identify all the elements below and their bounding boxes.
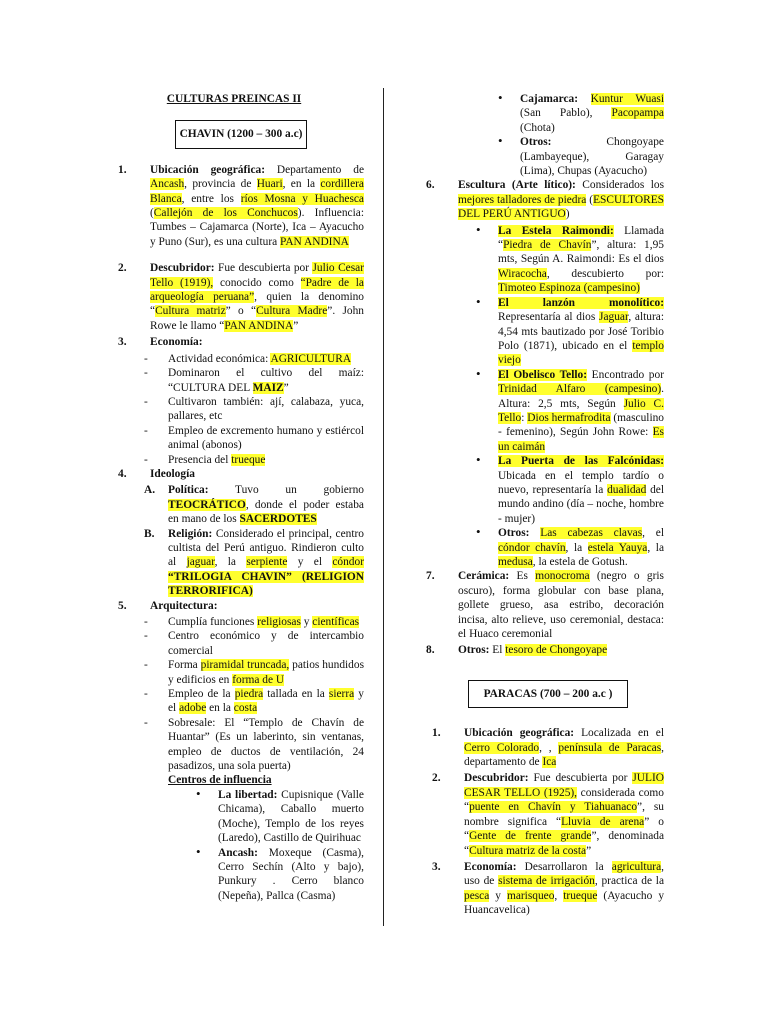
paracas-section-ubicacion: [432, 726, 664, 769]
text: (Chota): [520, 121, 555, 134]
highlight: piedra: [234, 688, 264, 701]
section-label: Escultura (Arte lítico):: [458, 179, 576, 192]
text: (: [586, 193, 594, 206]
highlight: “TRILOGIA CHAVIN” (RELIGION TERRORIFICA): [168, 570, 364, 598]
list-item: - Sobresale: El “Templo de Chavín de Huantar” (Es un laberinto, sin ventanas, empleo de ductos de ventilación, 24 pasadizos, una sola puerta): [144, 716, 364, 773]
text: ,: [554, 889, 564, 902]
text: Fue descubierta por: [214, 262, 313, 275]
text: del mundo andino (día – noche, hombre - mujer): [498, 483, 664, 525]
highlight: adobe: [179, 702, 207, 715]
chavin-heading-box: CHAVIN (1200 – 300 a.c): [175, 120, 307, 148]
text: ”. John Rowe le llamo “: [150, 305, 364, 332]
escultura-item: • El lanzón monolítico: Representaría al dios Jaguar, altura: 4,54 mts bautizado por José Toribio Polo (1871), ubicado en el templo viejo: [476, 293, 664, 367]
list-item: - Cultivaron también: ají, calabaza, yuca, pallares, etc: [144, 395, 364, 423]
highlight: trueque: [563, 889, 598, 902]
highlight: ríos Mosna y Huachesca: [240, 192, 364, 205]
bullet-label: Otros:: [520, 136, 552, 149]
highlight: PAN ANDINA: [280, 235, 349, 248]
highlight: religiosas: [257, 616, 301, 628]
list-item: - Presencia del trueque: [144, 453, 266, 466]
highlight: JULIO CESAR TELLO (1925),: [464, 772, 664, 799]
text: Empleo de la: [168, 688, 235, 701]
text: Moxeque (Casma), Cerro Sechín (Alto y bajo), Punkury . Cerro blanco (Nepeña), Pallca (Casma): [218, 846, 364, 902]
highlight: Ica: [542, 756, 557, 769]
text: Presencia del: [168, 453, 232, 466]
text: ”, su nombre significa “: [464, 801, 664, 828]
list-item: - Forma piramidal truncada, patios hundidos y edificios en forma de U: [144, 659, 365, 686]
highlight: forma de U: [232, 673, 285, 686]
text: y: [489, 889, 507, 902]
section-label: Arquitectura:: [150, 599, 218, 612]
text: , la: [647, 541, 664, 554]
text: Representaría al dios: [498, 311, 600, 324]
highlight: trueque: [231, 453, 266, 466]
text: Cupisnique (Valle Chicama), Caballo muerto (Moche), Templo de los reyes (Laredo), Castillo de Quirihuac: [218, 788, 364, 845]
highlight: piramidal truncada,: [200, 659, 290, 672]
highlight: Piedra de Chavín: [503, 239, 592, 252]
text: y: [300, 616, 313, 628]
text: , donde el poder estaba en mano de los: [168, 498, 364, 526]
escultura-item: • El Obelisco Tello: Encontrado por Trinidad Alfaro (campesino). Altura: 2,5 mts, Según Julio C. Tello: Dios hermafrodita (masculino - femenino), Según John Rowe: Es un caimán: [476, 365, 664, 453]
section-label: Descubridor:: [464, 772, 529, 785]
highlight: península de Paracas: [558, 741, 662, 754]
highlight: “Padre de la arqueología peruana”: [150, 276, 364, 304]
text: Llamada “: [498, 224, 664, 252]
list-item: - Centro económico y de intercambio comercial: [144, 630, 364, 657]
bullet-label: Cajamarca:: [520, 93, 578, 105]
highlight: Julio Cesar Tello (1919),: [150, 262, 365, 289]
text: Es: [509, 570, 536, 583]
highlight: PAN ANDINA: [224, 319, 294, 332]
highlight: Cultura Madre: [256, 305, 328, 318]
subsection-label: Religión:: [168, 527, 213, 540]
text: ” o “: [464, 815, 664, 843]
highlight: Lluvia de arena: [561, 815, 645, 828]
section-label: Ideología: [150, 467, 195, 480]
subsection-letter: B.: [144, 527, 155, 540]
highlight: SACERDOTES: [239, 513, 317, 526]
bullet-label: La Puerta de las Falcónidas:: [498, 455, 664, 468]
text: , quien la denomino “: [150, 291, 364, 318]
text: en la: [206, 702, 234, 715]
highlight: Julio C. Tello: [498, 397, 664, 424]
section-number: 6.: [426, 179, 435, 192]
section-label: Ubicación geográfica:: [464, 727, 575, 740]
section-label: Economía:: [150, 336, 203, 349]
text: patios hundidos y edificios en: [168, 659, 365, 686]
highlight: cóndor chavín: [498, 541, 566, 554]
highlight: estela Yauya: [587, 541, 648, 554]
text: Cumplía funciones: [168, 616, 258, 628]
text: Encontrado por: [587, 368, 664, 381]
list-item: - Dominaron el cultivo del maíz: “CULTURA DEL MAIZ”: [144, 367, 364, 394]
text: (San Pablo),: [520, 107, 612, 120]
highlight: Cultura matriz de la costa: [469, 844, 587, 857]
highlight: medusa: [498, 556, 533, 568]
highlight: sistema de irrigación: [498, 875, 595, 888]
chavin-section-escultura: [426, 178, 664, 221]
text: Dominaron el cultivo del maíz: “CULTURA DEL: [168, 367, 364, 394]
ideologia-religion: [144, 527, 364, 599]
chavin-section-ubicacion: [118, 163, 364, 249]
text: Considerados los: [575, 179, 664, 192]
chavin-section-economia: [118, 335, 364, 349]
highlight: pesca: [464, 889, 490, 902]
centro-item: • La libertad: Cupisnique (Valle Chicama), Caballo muerto (Moche), Templo de los reyes (Laredo), Castillo de Quirihuac: [196, 785, 364, 845]
highlight: Pacopampa: [611, 107, 664, 120]
text: (Ayacucho y Huancavelica): [464, 889, 665, 917]
text: , la: [214, 556, 247, 569]
list-item: - Empleo de la piedra tallada en la sierra y el adobe en la costa: [144, 688, 364, 715]
highlight: Cerro Colorado: [464, 741, 540, 754]
text: [529, 527, 540, 539]
highlight: Las cabezas clavas: [540, 527, 643, 540]
escultura-item: • La Estela Raimondi: Llamada “Piedra de Chavín”, altura: 1,95 mts, Según A. Raimondi: Es el dios Wiracocha, descubierto por: Timoteo Espinoza (campesino): [476, 221, 664, 295]
subheading: Centros de influencia: [168, 774, 272, 787]
column-divider: [383, 88, 384, 926]
text: ”: [283, 381, 289, 394]
highlight: científicas: [312, 616, 360, 628]
text: , provincia de: [184, 178, 257, 191]
chavin-section-descubridor: [118, 261, 364, 333]
section-label: Descubridor:: [150, 262, 215, 275]
escultura-item: • Otros: Las cabezas clavas, el cóndor chavín, la estela Yauya, la medusa, la estela de Gotush.: [476, 524, 664, 568]
text: ”: [586, 844, 592, 857]
highlight: Ancash: [150, 178, 185, 191]
chavin-section-arquitectura: [118, 599, 364, 613]
section-number: 1.: [432, 727, 441, 740]
text: ”: [293, 319, 299, 332]
text: ” o “: [225, 305, 257, 318]
highlight: MAIZ: [252, 381, 284, 394]
paracas-section-descubridor: [432, 771, 664, 857]
left-column: [118, 92, 364, 903]
text: conocido como: [213, 276, 301, 289]
text: y el: [287, 556, 333, 569]
highlight: Timoteo Espinoza (campesino): [498, 282, 640, 295]
highlight: cóndor: [332, 556, 364, 569]
text: Desarrollaron la: [516, 860, 612, 873]
highlight: Es un caimán: [498, 426, 664, 453]
highlight: monocroma: [535, 570, 590, 583]
text: Fue descubierta por: [528, 772, 633, 785]
section-number: 3.: [432, 860, 441, 873]
highlight: Wiracocha: [498, 267, 547, 280]
text: ): [565, 208, 570, 221]
highlight: AGRICULTURA: [270, 352, 352, 365]
bullet-label: El lanzón monolítico:: [498, 296, 664, 309]
highlight: Huari: [256, 178, 283, 191]
centro-item: • Ancash: Moxeque (Casma), Cerro Sechín (Alto y bajo), Punkury . Cerro blanco (Nepeña), Pallca (Casma): [196, 843, 364, 902]
section-label: Economía:: [464, 860, 517, 873]
highlight: TEOCRÁTICO: [168, 498, 246, 511]
highlight: serpiente: [246, 556, 288, 569]
text: , ,: [539, 741, 559, 754]
text: , altura: 4,54 mts bautizado por José Toribio Polo (1871), ubicado en el: [498, 311, 664, 352]
section-label: Cerámica:: [458, 570, 510, 583]
text: Departamento de: [265, 163, 364, 176]
text: Sobresale: El “Templo de Chavín de Huantar” (Es un laberinto, sin ventanas, empleo de ductos de ventilación, 24 pasadizos, una sola puerta): [168, 716, 364, 773]
bullet-label: La Estela Raimondi:: [498, 224, 614, 237]
bullet-label: Otros:: [498, 527, 530, 540]
section-number: 7.: [426, 570, 435, 583]
text: Forma: [168, 659, 201, 672]
highlight: mejores talladores de piedra: [458, 193, 587, 206]
text: , practica de la: [594, 875, 664, 888]
highlight: ESCULTORES DEL PERÚ ANTIGUO: [458, 193, 664, 221]
highlight: Kuntur Wuasi: [590, 93, 664, 105]
text: ”, denominada “: [464, 830, 665, 857]
text: , en la: [282, 178, 321, 191]
text: , la estela de Gotush.: [532, 556, 628, 568]
highlight: agricultura: [611, 860, 662, 873]
text: (masculino - femenino), Según John Rowe:: [498, 411, 664, 439]
text: ”, altura: 1,95 mts, Según A. Raimondi: Es el dios: [498, 239, 664, 266]
highlight: costa: [233, 702, 258, 715]
bullet-label: Ancash:: [218, 846, 258, 859]
highlight: Trinidad Alfaro (campesino): [498, 383, 662, 396]
right-column: [426, 90, 665, 920]
text: tallada en la: [263, 688, 329, 701]
highlight: tesoro de Chongoyape: [505, 644, 608, 657]
chavin-section-otros: [426, 643, 664, 657]
text: Tuvo un gobierno: [208, 484, 364, 497]
paracas-section-economia: [432, 860, 664, 918]
highlight: jaguar: [186, 556, 215, 569]
section-number: 1.: [118, 163, 127, 176]
highlight: Jaguar: [599, 311, 629, 324]
text: , departamento de: [464, 741, 664, 769]
spacer: [118, 251, 364, 261]
text: Cultivaron también: ají, calabaza, yuca, pallares, etc: [168, 395, 364, 423]
text: (: [150, 207, 154, 220]
list-item: - Cumplía funciones religiosas y científicas: [144, 616, 360, 628]
highlight: Gente de frente grande: [469, 830, 592, 843]
text: Chongoyape (Lambayeque), Garagay (Lima), Chupas (Ayacucho): [520, 136, 664, 178]
escultura-item: • La Puerta de las Falcónidas: Ubicada en el templo tardío o nuevo, representaría la dualidad del mundo andino (día – noche, hombre - mujer): [476, 452, 664, 525]
section-number: 8.: [426, 644, 435, 657]
centro-item: • Otros: Chongoyape (Lambayeque), Garagay (Lima), Chupas (Ayacucho): [498, 133, 664, 178]
section-number: 5.: [118, 599, 127, 612]
section-number: 3.: [118, 336, 127, 349]
chavin-section-ceramica: [426, 569, 664, 641]
text: y el: [168, 688, 364, 715]
highlight: Dios hermafrodita: [527, 411, 611, 424]
text: considerada como “: [464, 786, 664, 814]
centro-item: • Cajamarca: Kuntur Wuasi (San Pablo), Pacopampa (Chota): [498, 90, 664, 134]
bullet-label: El Obelisco Tello:: [498, 368, 588, 381]
paracas-heading-box: PARACAS (700 – 200 a.c ): [468, 680, 628, 708]
text: :: [521, 411, 528, 424]
bullet-label: La libertad:: [218, 788, 278, 801]
text: Actividad económica:: [168, 352, 271, 365]
text: Considerado el principal, centro cultista del Perú antiguo. Rindieron culto al: [168, 527, 364, 569]
highlight: marisqueo: [506, 889, 555, 902]
list-item: - Empleo de excremento humano y estiércol animal (abonos): [144, 424, 364, 452]
text: , entre los: [181, 192, 241, 205]
subsection-label: Política:: [168, 484, 209, 497]
centros-heading: [144, 773, 364, 787]
page-title: CULTURAS PREINCAS II: [166, 93, 302, 105]
text: , la: [565, 541, 588, 554]
section-number: 2.: [432, 772, 441, 785]
highlight: Cultura matriz: [155, 305, 226, 318]
section-label: Otros:: [458, 644, 490, 657]
section-number: 4.: [118, 467, 127, 480]
highlight: cordillera Blanca: [150, 178, 364, 205]
chavin-section-ideologia: [118, 467, 364, 481]
text: , el: [642, 527, 664, 540]
subsection-letter: A.: [144, 484, 156, 497]
text: , descubierto por:: [546, 267, 664, 280]
text: [578, 93, 591, 105]
highlight: sierra: [328, 688, 355, 701]
text: ). Influencia: Tumbes – Cajamarca (Norte), Ica – Ayacucho y Puno (Sur), es una cultura: [150, 207, 364, 248]
highlight: dualidad: [607, 483, 647, 496]
text: Ubicada en el templo tardío o nuevo, representaría la: [498, 469, 664, 496]
section-label: Ubicación geográfica:: [150, 163, 265, 176]
list-item: - Actividad económica: AGRICULTURA: [144, 352, 352, 365]
section-number: 2.: [118, 262, 127, 275]
highlight: puente en Chavín y Tiahuanaco: [469, 801, 638, 814]
text: . Altura: 2,5 mts, Según: [498, 383, 664, 410]
highlight: templo viejo: [498, 339, 664, 367]
text: Centro económico y de intercambio comercial: [168, 630, 364, 657]
text: (negro o gris oscuro), forma globular con base plana, gollete grueso, asa estribo, decoración incisa, alto relieve, uso ceremonial, destaca: el Huaco ceremonial: [458, 570, 664, 641]
text: , uso de: [464, 860, 664, 888]
highlight: Callejón de los Conchucos: [153, 207, 298, 220]
text: Localizada en el: [574, 727, 664, 740]
text: Empleo de excremento humano y estiércol animal (abonos): [168, 424, 364, 452]
text: El: [489, 644, 506, 657]
ideologia-politica: [144, 483, 364, 526]
